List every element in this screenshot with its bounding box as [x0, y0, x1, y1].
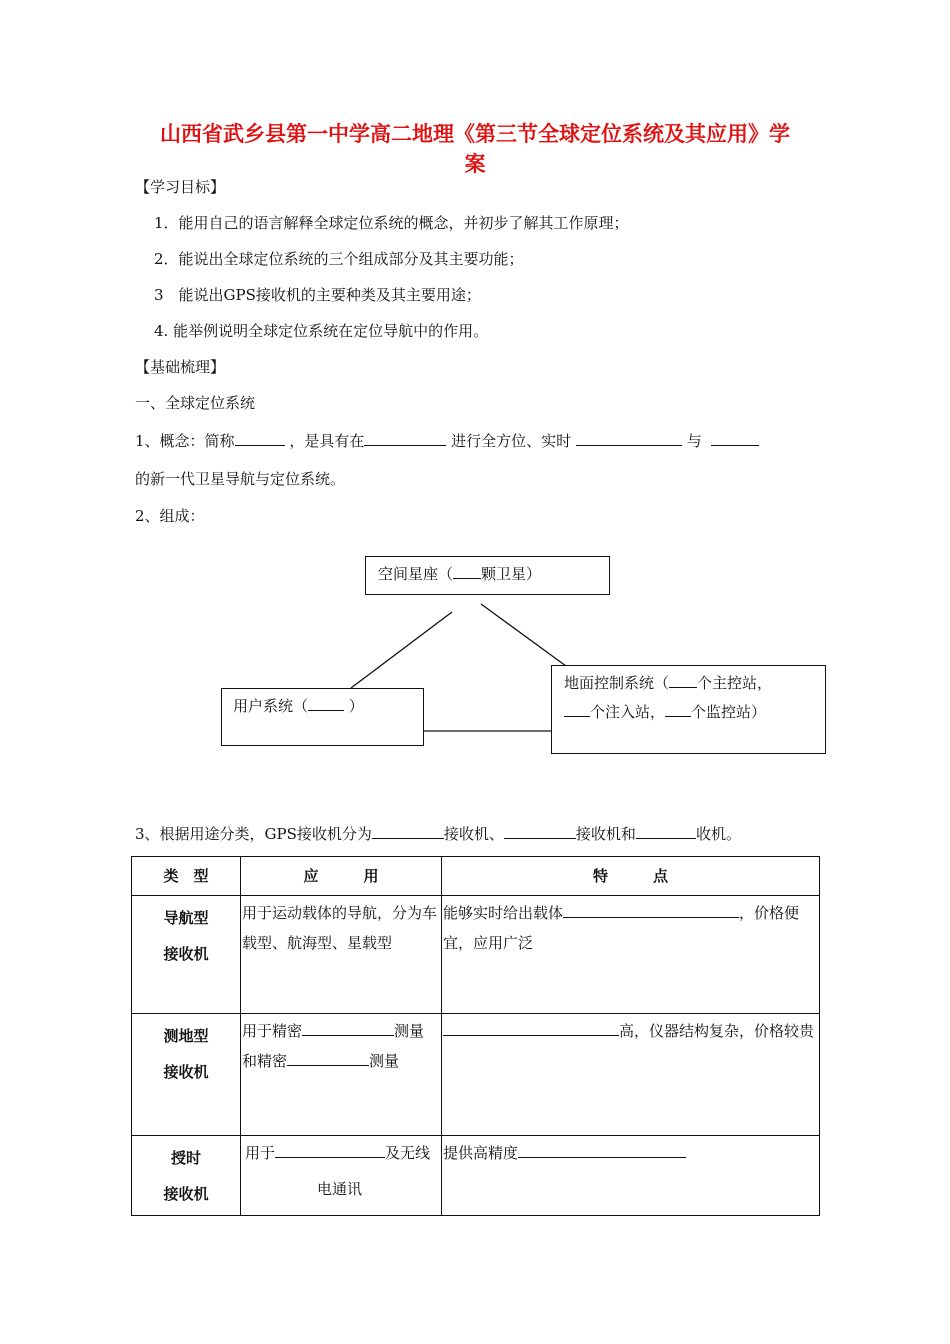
feature-text-a: 能够实时给出载体 — [443, 904, 564, 922]
ground-control-label-2 — [564, 700, 766, 722]
feature-text-a: 提供高精度 — [443, 1144, 519, 1162]
space-text-a: 空间星座（ — [378, 565, 454, 583]
type-cell — [132, 1014, 241, 1136]
application-cell — [241, 896, 442, 1014]
application-line-1 — [242, 1016, 441, 1046]
concept-text-d: 与 — [686, 432, 702, 450]
goal-item: 4. 能举例说明全球定位系统在定位导航中的作用。 — [154, 322, 489, 340]
table-row — [132, 1136, 820, 1216]
application-text-d: 测量 — [369, 1052, 400, 1070]
table-row — [132, 896, 820, 1014]
type-line-2: 接收机 — [163, 1063, 209, 1081]
fill-blank[interactable] — [308, 694, 344, 711]
features-cell — [442, 896, 820, 1014]
composition-label: 2、组成： — [135, 507, 205, 525]
concept-line-2: 的新一代卫星导航与定位系统。 — [135, 470, 346, 488]
fill-blank[interactable] — [669, 671, 697, 688]
fill-blank[interactable] — [504, 822, 576, 839]
section-goals-heading: 【学习目标】 — [135, 178, 226, 196]
fill-blank[interactable] — [235, 429, 285, 446]
ground-text-c: 个注入站， — [590, 703, 666, 721]
ground-text-d: 个监控站） — [691, 703, 767, 721]
type-line-1: 授时 — [170, 1149, 201, 1167]
ground-text-a: 地面控制系统（ — [564, 674, 670, 692]
fill-blank[interactable] — [443, 1019, 619, 1036]
fill-blank[interactable] — [364, 429, 446, 446]
application-cell — [241, 1136, 442, 1216]
application-text: 用于运动载体的导航，分为车载型、航海型、星载型 — [242, 904, 438, 952]
table-header-row — [132, 857, 820, 896]
type-line-1: 导航型 — [163, 909, 209, 927]
gps-receiver-table — [131, 856, 820, 1216]
part1-heading: 一、全球定位系统 — [135, 394, 256, 412]
classify-text-b: 接收机、 — [443, 825, 504, 843]
application-text-a: 用于 — [245, 1144, 276, 1162]
fill-blank[interactable] — [518, 1141, 686, 1158]
connector-line — [481, 604, 566, 666]
features-cell — [442, 1014, 820, 1136]
classify-line — [135, 822, 741, 844]
header-application: 应 用 — [241, 857, 442, 896]
fill-blank[interactable] — [576, 429, 682, 446]
title-line-1: 山西省武乡县第一中学高二地理《第三节全球定位系统及其应用》学 — [160, 122, 790, 146]
application-line-2 — [242, 1046, 441, 1076]
header-type: 类 型 — [132, 857, 241, 896]
type-cell — [132, 896, 241, 1014]
features-cell — [442, 1136, 820, 1216]
fill-blank[interactable] — [287, 1049, 369, 1066]
features-text — [443, 898, 819, 958]
application-text-b: 测量 — [394, 1022, 425, 1040]
fill-blank[interactable] — [563, 901, 739, 918]
user-text-b: ） — [348, 697, 364, 715]
features-text — [443, 1016, 819, 1046]
classify-text-d: 收机。 — [695, 825, 741, 843]
feature-text-b: ，价格便宜，应用广泛 — [443, 904, 800, 952]
application-line-1 — [245, 1138, 441, 1168]
fill-blank[interactable] — [275, 1141, 385, 1158]
fill-blank[interactable] — [453, 562, 481, 579]
application-text-c: 和精密 — [242, 1052, 288, 1070]
fill-blank[interactable] — [564, 700, 590, 717]
concept-line — [135, 429, 759, 451]
fill-blank[interactable] — [372, 822, 444, 839]
fill-blank[interactable] — [302, 1019, 394, 1036]
application-cell — [241, 1014, 442, 1136]
ground-control-label — [564, 671, 772, 693]
concept-text-c: 进行全方位、实时 — [451, 432, 572, 450]
type-line-2: 接收机 — [163, 1185, 209, 1203]
space-constellation-label — [378, 562, 541, 584]
classify-text-a: 3、根据用途分类，GPS接收机分为 — [135, 825, 372, 843]
space-text-b: 颗卫星） — [481, 565, 542, 583]
ground-text-b: 个主控站， — [697, 674, 773, 692]
application-text-b: 及无线 — [385, 1144, 431, 1162]
goal-item: 3 能说出GPS接收机的主要种类及其主要用途； — [154, 286, 481, 304]
table-row — [132, 1014, 820, 1136]
user-system-label — [233, 694, 364, 716]
type-line-1: 测地型 — [163, 1027, 209, 1045]
type-line-2: 接收机 — [163, 945, 209, 963]
concept-text-a: 1、概念：简称 — [135, 432, 235, 450]
type-cell — [132, 1136, 241, 1216]
features-text — [443, 1138, 819, 1168]
application-text-c: 电通讯 — [317, 1180, 363, 1198]
concept-text-b: ，是具有在 — [289, 432, 365, 450]
goal-item: 1．能用自己的语言解释全球定位系统的概念，并初步了解其工作原理； — [154, 214, 629, 232]
fill-blank[interactable] — [665, 700, 691, 717]
title-line-2: 案 — [464, 152, 486, 176]
user-text-a: 用户系统（ — [233, 697, 309, 715]
document-title — [80, 119, 870, 179]
classify-text-c: 接收机和 — [575, 825, 636, 843]
feature-text-b: 高，仪器结构复杂，价格较贵 — [619, 1022, 815, 1040]
section-basics-heading: 【基础梳理】 — [135, 358, 226, 376]
connector-line — [351, 612, 452, 688]
goal-item: 2．能说出全球定位系统的三个组成部分及其主要功能； — [154, 250, 524, 268]
fill-blank[interactable] — [711, 429, 759, 446]
application-text-a: 用于精密 — [242, 1022, 303, 1040]
fill-blank[interactable] — [636, 822, 696, 839]
header-features: 特 点 — [442, 857, 820, 896]
